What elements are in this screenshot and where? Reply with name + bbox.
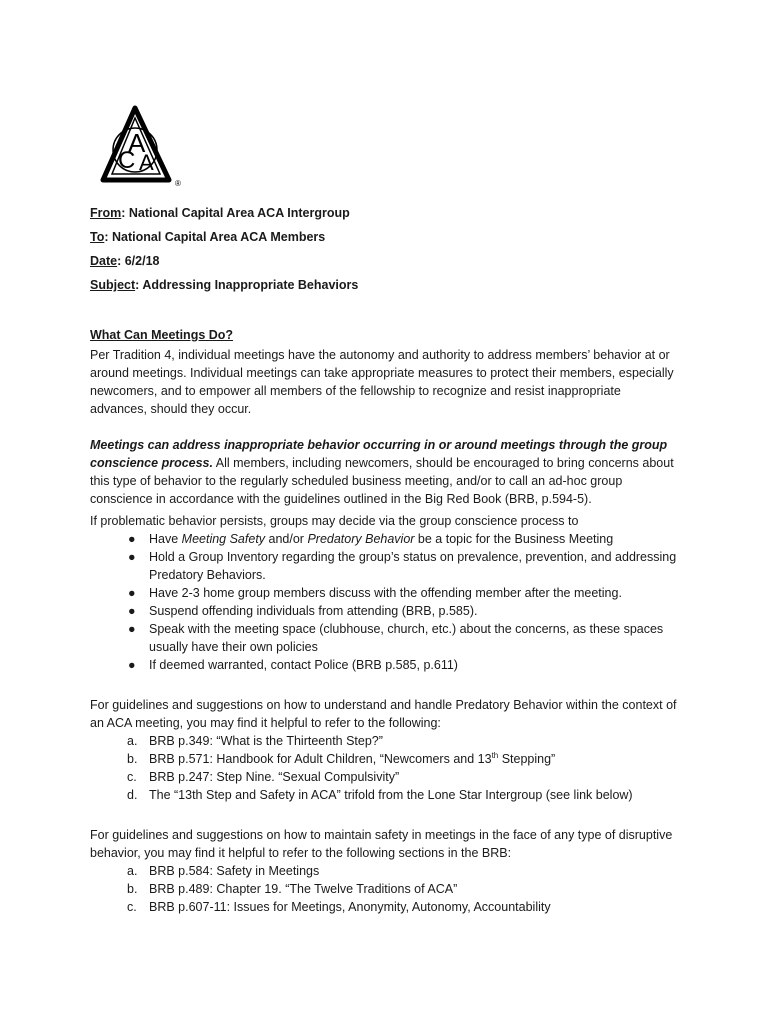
registered-mark: ® bbox=[175, 179, 181, 188]
list-item bbox=[90, 584, 680, 602]
list-text-italic: Meeting Safety bbox=[181, 532, 266, 546]
list-item bbox=[90, 732, 680, 750]
paragraph-predatory-guidelines: For guidelines and suggestions on how to understand and handle Predatory Behavior within the context of an ACA meeting, you may find it helpful to refer to the following: bbox=[90, 698, 677, 730]
list-item bbox=[90, 750, 680, 768]
list-text: The “13th Step and Safety in ACA” trifold from the Lone Star Intergroup (see link below) bbox=[149, 788, 633, 802]
list-text: Hold a Group Inventory regarding the group’s status on prevalence, prevention, and addressing Predatory Behaviors. bbox=[149, 550, 677, 582]
subject-line bbox=[90, 276, 358, 300]
list-text: and/or bbox=[265, 532, 308, 546]
list-item bbox=[90, 880, 680, 898]
list-item bbox=[90, 602, 680, 620]
list-marker: a. bbox=[127, 864, 138, 878]
list-item bbox=[90, 530, 680, 548]
date-line bbox=[90, 252, 358, 276]
list-marker: b. bbox=[127, 882, 138, 896]
list-text: BRB p.571: Handbook for Adult Children, “Newcomers and 13 bbox=[149, 752, 492, 766]
paragraph-group-conscience bbox=[90, 436, 680, 508]
logo-letter-a-top: A bbox=[128, 128, 146, 158]
logo-letter-c: C bbox=[118, 147, 136, 174]
list-text: Have 2-3 home group members discuss with the offending member after the meeting. bbox=[149, 586, 622, 600]
safety-references-list bbox=[90, 862, 680, 916]
paragraph-text: All members, including newcomers, should be encouraged to bring concerns about this type of behavior to the regularly scheduled business meeting, and/or to call an ad-hoc group conscience in accordance with the guidelines outlined in the Big Red Book (BRB, p.594-5). bbox=[90, 456, 674, 506]
paragraph-tradition: Per Tradition 4, individual meetings have the autonomy and authority to address members’ behavior at or around meetings. Individual meetings can take appropriate measures to protect their members, especially newcomers, and to empower all members of the fellowship to recognize and resist inappropriate advances, should they occur. bbox=[90, 348, 674, 416]
to-value: : National Capital Area ACA Members bbox=[104, 230, 326, 244]
list-text: Have bbox=[149, 532, 182, 546]
list-marker: c. bbox=[127, 770, 137, 784]
to-label: To bbox=[90, 230, 105, 244]
bullet-icon: ● bbox=[128, 586, 136, 600]
list-marker: a. bbox=[127, 734, 138, 748]
bullet-icon: ● bbox=[128, 622, 136, 636]
bullet-icon: ● bbox=[128, 604, 136, 618]
list-text: BRB p.349: “What is the Thirteenth Step?” bbox=[149, 734, 383, 748]
from-line bbox=[90, 204, 358, 228]
date-label: Date bbox=[90, 254, 118, 268]
memo-body bbox=[90, 326, 680, 916]
list-text: If deemed warranted, contact Police (BRB p.585, p.611) bbox=[149, 658, 458, 672]
list-text-italic: Predatory Behavior bbox=[307, 532, 415, 546]
list-item bbox=[90, 898, 680, 916]
list-text: BRB p.584: Safety in Meetings bbox=[149, 864, 320, 878]
from-value: : National Capital Area ACA Intergroup bbox=[121, 206, 350, 220]
from-label: From bbox=[90, 206, 122, 220]
memo-header bbox=[90, 204, 358, 300]
list-text: Speak with the meeting space (clubhouse, church, etc.) about the concerns, as these spaces usually have their own policies bbox=[149, 622, 664, 654]
list-text: Suspend offending individuals from attending (BRB, p.585). bbox=[149, 604, 478, 618]
list-item bbox=[90, 862, 680, 880]
aca-logo bbox=[97, 104, 189, 190]
superscript: th bbox=[491, 750, 499, 760]
list-item bbox=[90, 620, 680, 656]
subject-value: : Addressing Inappropriate Behaviors bbox=[135, 278, 359, 292]
list-item bbox=[90, 786, 680, 804]
list-text: BRB p.607-11: Issues for Meetings, Anonymity, Autonomy, Accountability bbox=[149, 900, 551, 914]
paragraph-persists: If problematic behavior persists, groups may decide via the group conscience process to bbox=[90, 514, 579, 528]
to-line bbox=[90, 228, 358, 252]
list-marker: c. bbox=[127, 900, 137, 914]
list-text: be a topic for the Business Meeting bbox=[414, 532, 614, 546]
date-value: : 6/2/18 bbox=[117, 254, 160, 268]
predatory-references-list bbox=[90, 732, 680, 804]
bullet-icon: ● bbox=[128, 550, 136, 564]
list-text: BRB p.247: Step Nine. “Sexual Compulsivity” bbox=[149, 770, 400, 784]
bullet-icon: ● bbox=[128, 532, 136, 546]
list-item bbox=[90, 768, 680, 786]
bullet-icon: ● bbox=[128, 658, 136, 672]
list-item bbox=[90, 656, 680, 674]
action-list bbox=[90, 530, 680, 674]
paragraph-safety-guidelines: For guidelines and suggestions on how to maintain safety in meetings in the face of any type of disruptive behavior, you may find it helpful to refer to the following sections in the BRB: bbox=[90, 828, 673, 860]
emphasis-text: Meetings can address inappropriate behavior occurring in or around meetings through the group conscience process. bbox=[90, 438, 668, 470]
list-marker: b. bbox=[127, 752, 138, 766]
section-title: What Can Meetings Do? bbox=[90, 328, 234, 342]
list-marker: d. bbox=[127, 788, 138, 802]
list-item bbox=[90, 548, 680, 584]
subject-label: Subject bbox=[90, 278, 136, 292]
list-text: Stepping” bbox=[498, 752, 556, 766]
list-text: BRB p.489: Chapter 19. “The Twelve Traditions of ACA” bbox=[149, 882, 458, 896]
logo-letter-a-right: A bbox=[139, 150, 154, 175]
